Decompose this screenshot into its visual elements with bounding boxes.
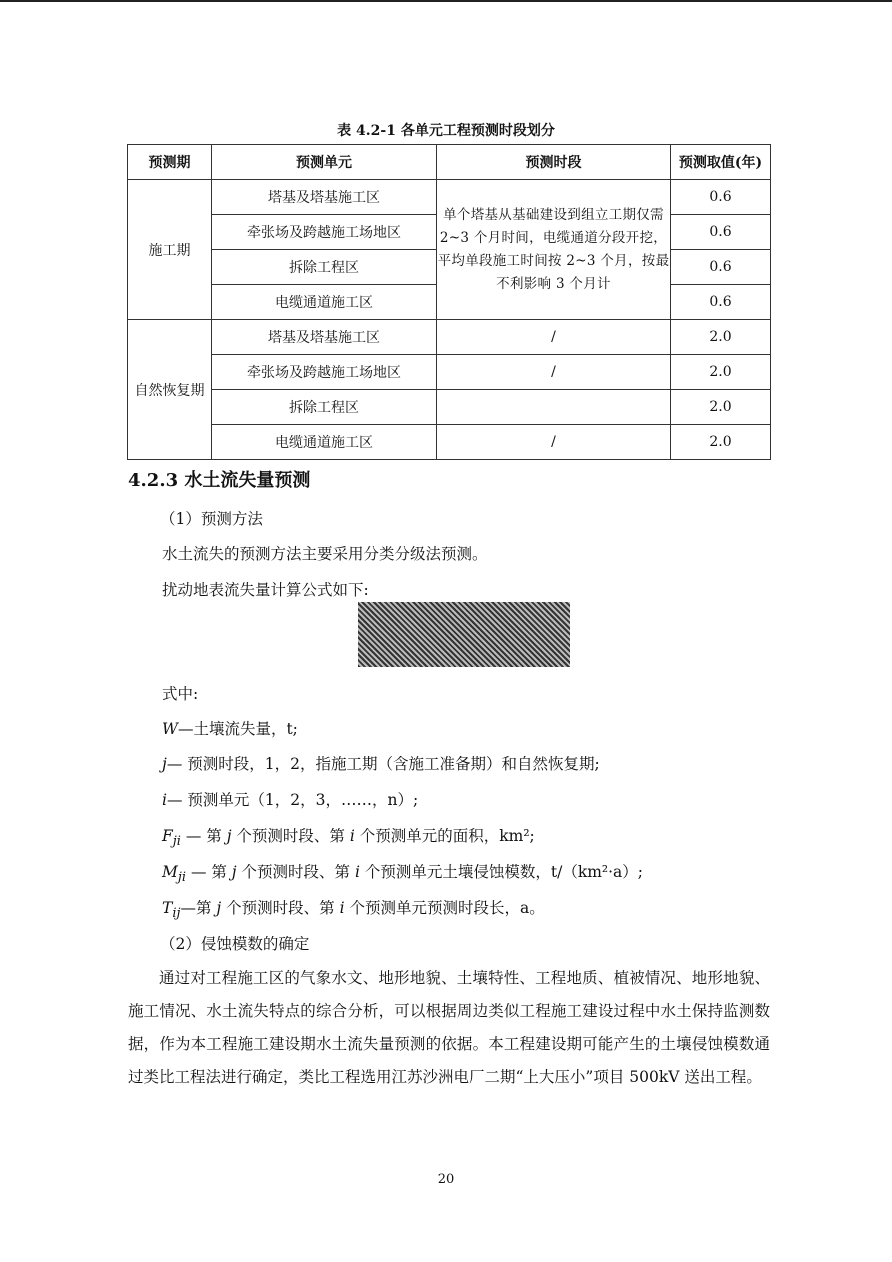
time-segment-cell: /	[437, 320, 671, 355]
construction-time-description: 单个塔基从基础建设到组立工期仅需 2~3 个月时间，电缆通道分段开挖，平均单段施工时间按 2~3 个月，按最不利影响 3 个月计	[437, 180, 671, 320]
value-cell: 0.6	[671, 250, 771, 285]
table-caption: 表 4.2-1 各单元工程预测时段划分	[337, 123, 555, 139]
table-row	[128, 355, 771, 390]
unit-cell: 牵张场及跨越施工场地区	[212, 215, 437, 250]
var-symbol: W	[162, 720, 178, 738]
section-heading: 4.2.3 水土流失量预测	[128, 470, 311, 491]
var-T-definition: $T_{ij}—$第 j 个预测时段、第 i 个预测单元预测时段长，a。	[162, 899, 545, 922]
modulus-subtitle: （2）侵蚀模数的确定	[160, 935, 310, 953]
value-cell: 2.0	[671, 425, 771, 460]
table-row	[128, 320, 771, 355]
method-subtitle: （1）预测方法	[160, 510, 263, 528]
time-segment-cell: /	[437, 355, 671, 390]
table-header-row	[128, 145, 771, 180]
var-W-definition: W—土壤流失量，t;	[162, 720, 298, 738]
period-cell-recovery: 自然恢复期	[128, 320, 212, 460]
time-segment-cell: /	[437, 425, 671, 460]
method-line-2: 扰动地表流失量计算公式如下:	[162, 581, 369, 599]
table-row	[128, 180, 771, 215]
header-value: 预测取值(年)	[671, 145, 771, 180]
body-paragraph: 通过对工程施工区的气象水文、地形地貌、土壤特性、工程地质、植被情况、地形地貌、施工情况、水土流失特点的综合分析，可以根据周边类似工程施工建设过程中水土保持监测数据，作为本工程施工建设期水土流失量预测的依据。本工程建设期可能产生的土壤侵蚀模数通过类比工程法进行确定，类比工程选用江苏沙洲电厂二期“上大压小”项目 500kV 送出工程。	[128, 969, 770, 1086]
time-segment-cell	[437, 390, 671, 425]
unit-cell: 塔基及塔基施工区	[212, 320, 437, 355]
period-cell-construction: 施工期	[128, 180, 212, 320]
unit-cell: 电缆通道施工区	[212, 425, 437, 460]
unit-cell: 塔基及塔基施工区	[212, 180, 437, 215]
var-M-definition: $M_{ji}$ — 第 j 个预测时段、第 i 个预测单元土壤侵蚀模数，t/（km²·a）;	[162, 863, 644, 886]
table-row	[128, 425, 771, 460]
unit-cell: 牵张场及跨越施工场地区	[212, 355, 437, 390]
value-cell: 0.6	[671, 215, 771, 250]
prediction-period-table	[127, 144, 771, 460]
var-j-definition: j— 预测时段，1，2，指施工期（含施工准备期）和自然恢复期;	[162, 755, 600, 773]
unit-cell: 拆除工程区	[212, 250, 437, 285]
var-symbol: T	[162, 899, 173, 917]
var-symbol: M	[162, 863, 178, 881]
header-time-segment: 预测时段	[437, 145, 671, 180]
top-border-line	[0, 0, 892, 2]
unit-cell: 电缆通道施工区	[212, 285, 437, 320]
value-cell: 2.0	[671, 355, 771, 390]
unit-cell: 拆除工程区	[212, 390, 437, 425]
var-symbol: j	[162, 755, 167, 773]
formula-image	[358, 602, 570, 667]
var-F-definition: $F_{ji}$ — 第 j 个预测时段、第 i 个预测单元的面积，km²;	[162, 827, 535, 850]
header-period: 预测期	[128, 145, 212, 180]
value-cell: 0.6	[671, 180, 771, 215]
value-cell: 2.0	[671, 390, 771, 425]
header-unit: 预测单元	[212, 145, 437, 180]
var-symbol: F	[162, 827, 173, 845]
value-cell: 0.6	[671, 285, 771, 320]
value-cell: 2.0	[671, 320, 771, 355]
page-number: 20	[437, 1172, 455, 1187]
var-i-definition: i— 预测单元（1，2，3，……，n）;	[162, 791, 419, 809]
method-line-1: 水土流失的预测方法主要采用分类分级法预测。	[162, 545, 488, 563]
table-row	[128, 390, 771, 425]
var-symbol: i	[162, 791, 167, 809]
where-label: 式中:	[162, 685, 199, 703]
